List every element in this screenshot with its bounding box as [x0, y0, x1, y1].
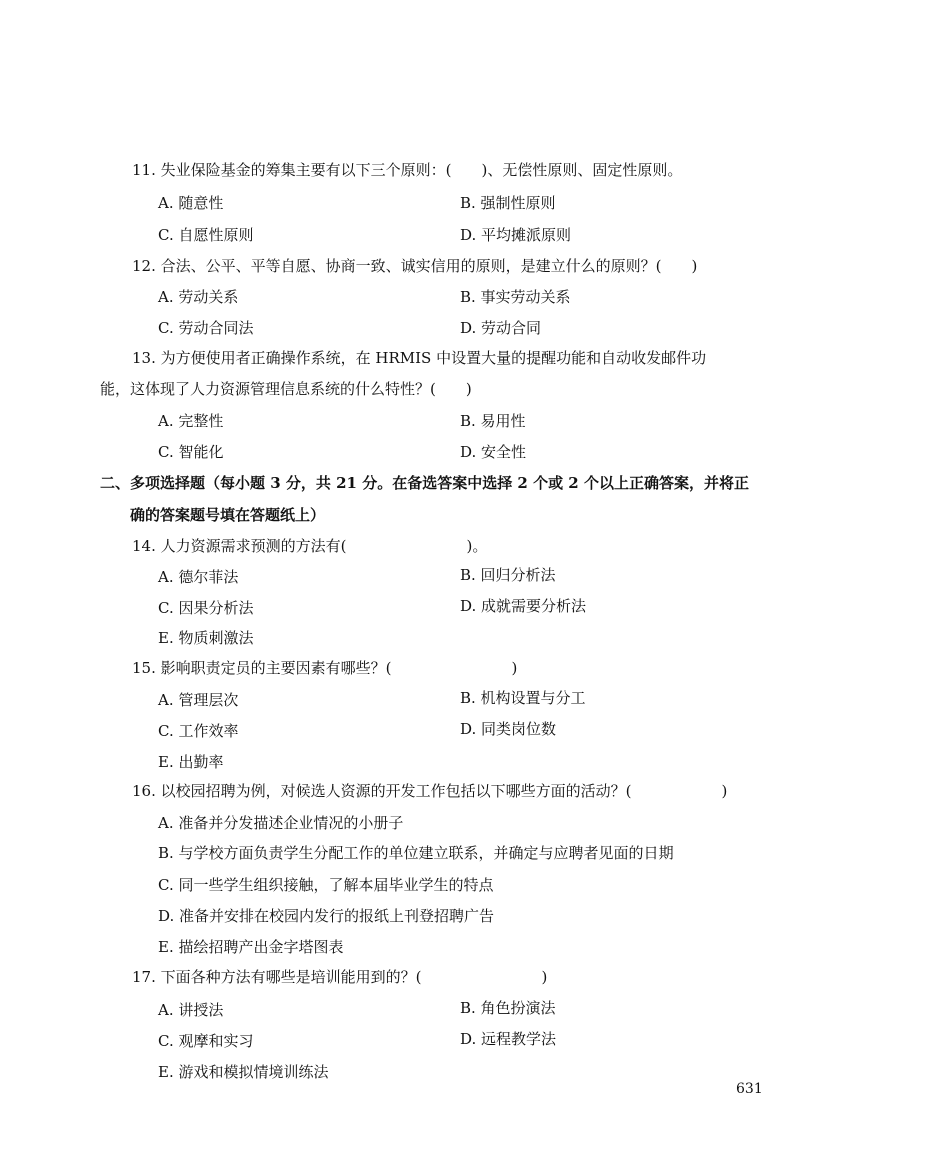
question-15-option-b: B. 机构设置与分工 — [460, 689, 586, 707]
question-11-stem: 11. 失业保险基金的筹集主要有以下三个原则：( )、无偿性原则、固定性原则。 — [132, 161, 683, 179]
question-17-option-c: C. 观摩和实习 — [158, 1032, 254, 1050]
question-12-option-d: D. 劳动合同 — [460, 319, 542, 337]
question-17-option-d: D. 远程教学法 — [460, 1030, 557, 1048]
question-16-option-b: B. 与学校方面负责学生分配工作的单位建立联系，并确定与应聘者见面的日期 — [158, 844, 674, 862]
question-15-stem: 15. 影响职责定员的主要因素有哪些？( ) — [132, 659, 518, 677]
question-17-stem: 17. 下面各种方法有哪些是培训能用到的？( ) — [132, 968, 548, 986]
section-2-heading-line1: 二、多项选择题（每小题 3 分，共 21 分。在备选答案中选择 2 个或 2 个以上正确答案，并将正 — [100, 474, 749, 492]
question-13-option-c: C. 智能化 — [158, 443, 224, 461]
page-number: 631 — [736, 1081, 763, 1097]
question-13-stem-line1: 13. 为方便使用者正确操作系统，在 HRMIS 中设置大量的提醒功能和自动收发邮件功 — [132, 349, 707, 367]
question-14-option-a: A. 德尔菲法 — [158, 568, 239, 586]
question-12-stem: 12. 合法、公平、平等自愿、协商一致、诚实信用的原则，是建立什么的原则？( ) — [132, 257, 698, 275]
question-17-option-a: A. 讲授法 — [158, 1001, 224, 1019]
question-12-option-c: C. 劳动合同法 — [158, 319, 254, 337]
section-2-heading-line2: 确的答案题号填在答题纸上） — [130, 506, 326, 524]
question-15-option-e: E. 出勤率 — [158, 753, 224, 771]
question-14-option-c: C. 因果分析法 — [158, 599, 254, 617]
question-11-option-a: A. 随意性 — [158, 194, 224, 212]
question-16-option-d: D. 准备并安排在校园内发行的报纸上刊登招聘广告 — [158, 907, 495, 925]
question-14-option-d: D. 成就需要分析法 — [460, 597, 587, 615]
question-13-stem-line2: 能，这体现了人力资源管理信息系统的什么特性？( ) — [100, 380, 472, 398]
question-11-option-c: C. 自愿性原则 — [158, 226, 254, 244]
question-13-option-b: B. 易用性 — [460, 412, 526, 430]
question-11-option-d: D. 平均摊派原则 — [460, 226, 572, 244]
question-12-option-a: A. 劳动关系 — [158, 288, 239, 306]
question-17-option-b: B. 角色扮演法 — [460, 999, 556, 1017]
question-13-option-a: A. 完整性 — [158, 412, 224, 430]
question-12-option-b: B. 事实劳动关系 — [460, 288, 571, 306]
question-14-stem: 14. 人力资源需求预测的方法有( )。 — [132, 537, 488, 555]
question-14-option-b: B. 回归分析法 — [460, 566, 556, 584]
question-14-option-e: E. 物质刺激法 — [158, 629, 254, 647]
question-16-option-c: C. 同一些学生组织接触，了解本届毕业学生的特点 — [158, 876, 494, 894]
question-13-option-d: D. 安全性 — [460, 443, 527, 461]
question-17-option-e: E. 游戏和模拟情境训练法 — [158, 1063, 329, 1081]
question-15-option-c: C. 工作效率 — [158, 722, 239, 740]
question-16-option-a: A. 准备并分发描述企业情况的小册子 — [158, 814, 404, 832]
question-15-option-a: A. 管理层次 — [158, 691, 239, 709]
question-15-option-d: D. 同类岗位数 — [460, 720, 557, 738]
question-16-option-e: E. 描绘招聘产出金字塔图表 — [158, 938, 344, 956]
question-11-option-b: B. 强制性原则 — [460, 194, 556, 212]
question-16-stem: 16. 以校园招聘为例，对候选人资源的开发工作包括以下哪些方面的活动？( ) — [132, 782, 728, 800]
